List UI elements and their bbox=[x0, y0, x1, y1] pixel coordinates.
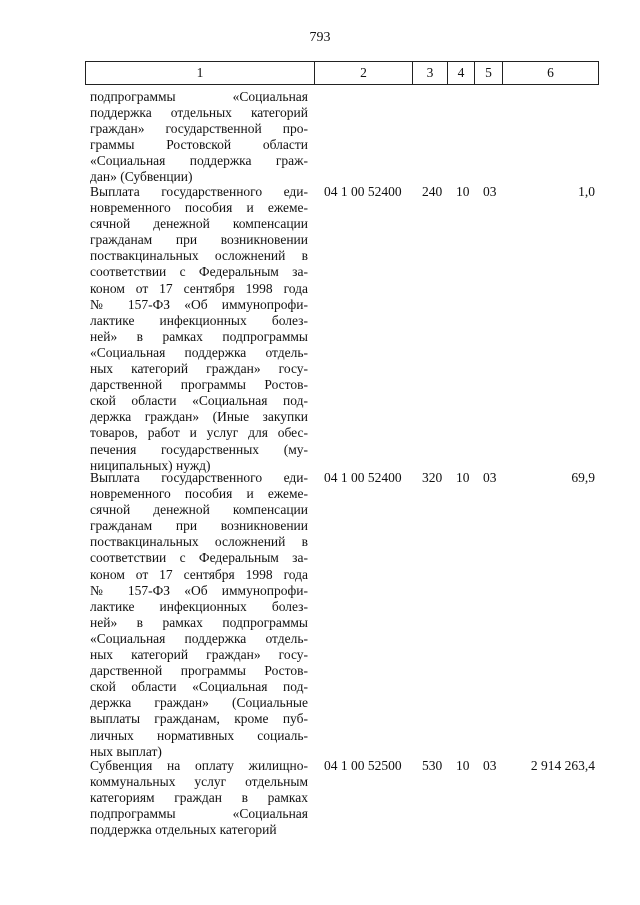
description-line: поствакцинальных осложнений в bbox=[90, 534, 308, 550]
column-header-4: 4 bbox=[448, 62, 475, 85]
description-line: сячной денежной компенсации bbox=[90, 216, 308, 232]
row-code: 04 1 00 52400 bbox=[324, 470, 402, 485]
description-line: ных категорий граждан» госу- bbox=[90, 647, 308, 663]
description-line: новременного пособия и ежеме- bbox=[90, 486, 308, 502]
description-line: Выплата государственного еди- bbox=[90, 470, 308, 485]
row-expense-type: 240 bbox=[422, 184, 443, 199]
row-amount: 69,9 bbox=[571, 470, 595, 485]
description-line: печения государственных (му- bbox=[90, 441, 308, 457]
description-line: гражданам при возникновении bbox=[90, 518, 308, 534]
description-line: коммунальных услуг отдельным bbox=[90, 774, 308, 790]
description-line: ней» в рамках подпрограммы bbox=[90, 614, 308, 630]
row-description bbox=[90, 758, 308, 838]
description-line: ных категорий граждан» госу- bbox=[90, 361, 308, 377]
column-header-3: 3 bbox=[413, 62, 448, 85]
column-header-row bbox=[85, 61, 599, 85]
description-line: лактике инфекционных болез- bbox=[90, 598, 308, 614]
row-subsection: 03 bbox=[483, 470, 497, 485]
description-line: гражданам при возникновении bbox=[90, 232, 308, 248]
row-code: 04 1 00 52400 bbox=[324, 184, 402, 199]
description-line: выплаты гражданам, кроме пуб- bbox=[90, 711, 308, 727]
row-section: 10 bbox=[456, 470, 470, 485]
description-line: ниципальных) нужд) bbox=[90, 457, 211, 473]
description-line: граждан» государственной про- bbox=[90, 121, 308, 137]
description-line: соответствии с Федеральным за- bbox=[90, 550, 308, 566]
description-line: ных выплат) bbox=[90, 743, 162, 759]
description-line: ней» в рамках подпрограммы bbox=[90, 328, 308, 344]
description-line: № 157-ФЗ «Об иммунопрофи- bbox=[90, 296, 308, 312]
row-subsection: 03 bbox=[483, 184, 497, 199]
description-line: граммы Ростовской области bbox=[90, 137, 308, 153]
column-header-5: 5 bbox=[475, 62, 503, 85]
description-line: дарственной программы Ростов- bbox=[90, 377, 308, 393]
description-line: сячной денежной компенсации bbox=[90, 502, 308, 518]
column-header-6: 6 bbox=[503, 62, 599, 85]
description-line: Выплата государственного еди- bbox=[90, 184, 308, 199]
description-line: категориям граждан в рамках bbox=[90, 790, 308, 806]
row-amount: 1,0 bbox=[578, 184, 595, 199]
row-section: 10 bbox=[456, 758, 470, 773]
description-line: № 157-ФЗ «Об иммунопрофи- bbox=[90, 582, 308, 598]
description-line: ской области «Социальная под- bbox=[90, 679, 308, 695]
description-line: дан» (Субвенции) bbox=[90, 169, 193, 185]
description-line: поддержка отдельных категорий bbox=[90, 105, 308, 121]
row-code: 04 1 00 52500 bbox=[324, 758, 402, 773]
column-header-1: 1 bbox=[86, 62, 315, 85]
description-line: коном от 17 сентября 1998 года bbox=[90, 280, 308, 296]
description-line: «Социальная поддержка граж- bbox=[90, 153, 308, 169]
row-amount: 2 914 263,4 bbox=[530, 758, 595, 773]
description-line: «Социальная поддержка отдель- bbox=[90, 344, 308, 360]
row-section: 10 bbox=[456, 184, 470, 199]
row-expense-type: 320 bbox=[422, 470, 443, 485]
row-expense-type: 530 bbox=[422, 758, 443, 773]
description-line: ской области «Социальная под- bbox=[90, 393, 308, 409]
row-subsection: 03 bbox=[483, 758, 497, 773]
description-line: держка граждан» (Социальные bbox=[90, 695, 308, 711]
description-line: лактике инфекционных болез- bbox=[90, 312, 308, 328]
description-line: поствакцинальных осложнений в bbox=[90, 248, 308, 264]
row-description bbox=[90, 89, 308, 186]
column-header-2: 2 bbox=[315, 62, 413, 85]
description-line: держка граждан» (Иные закупки bbox=[90, 409, 308, 425]
row-description bbox=[90, 184, 308, 474]
row-description bbox=[90, 470, 308, 760]
description-line: новременного пособия и ежеме- bbox=[90, 200, 308, 216]
page-number: 793 bbox=[309, 30, 331, 45]
description-line: поддержка отдельных категорий bbox=[90, 822, 277, 838]
description-line: личных нормативных социаль- bbox=[90, 727, 308, 743]
description-line: Субвенция на оплату жилищно- bbox=[90, 758, 308, 773]
description-line: дарственной программы Ростов- bbox=[90, 663, 308, 679]
description-line: соответствии с Федеральным за- bbox=[90, 264, 308, 280]
description-line: «Социальная поддержка отдель- bbox=[90, 630, 308, 646]
description-line: коном от 17 сентября 1998 года bbox=[90, 566, 308, 582]
description-line: подпрограммы «Социальная bbox=[90, 806, 308, 822]
description-line: товаров, работ и услуг для обес- bbox=[90, 425, 308, 441]
description-line: подпрограммы «Социальная bbox=[90, 89, 308, 104]
